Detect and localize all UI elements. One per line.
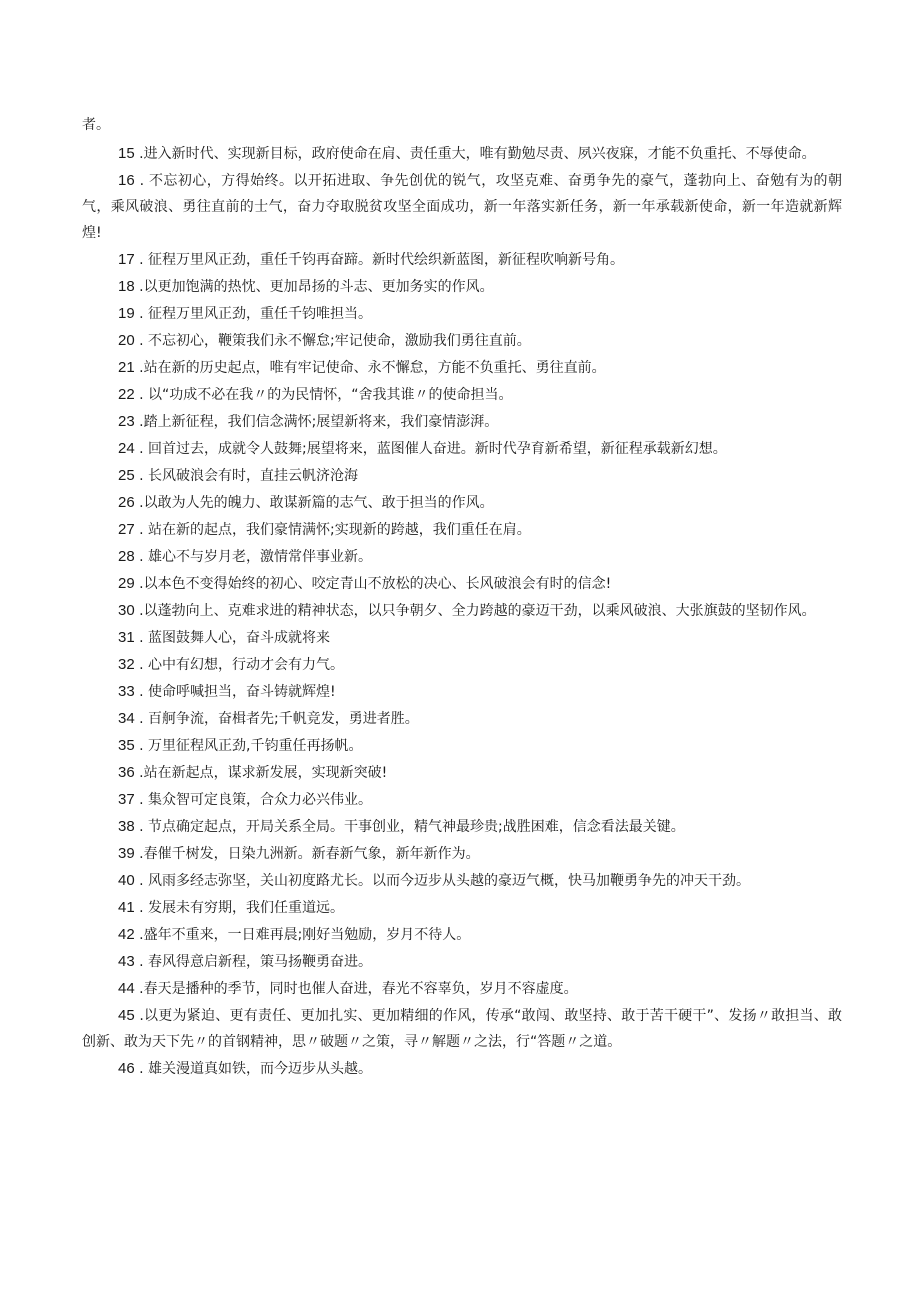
item-text: .以蓬勃向上、克难求进的精神状态，以只争朝夕、全力跨越的豪迈干劲，以乘风破浪、大张旗鼓的坚韧作风。	[139, 603, 816, 619]
item-text: . 蓝图鼓舞人心，奋斗成就将来	[139, 630, 331, 646]
item-text: . 雄关漫道真如铁，而今迈步从头越。	[139, 1061, 373, 1077]
item-number: 28	[118, 548, 135, 565]
item-number: 25	[118, 467, 135, 484]
list-item	[82, 409, 842, 435]
list-item	[82, 760, 842, 786]
list-item	[82, 814, 842, 840]
item-number: 39	[118, 845, 135, 862]
list-item	[82, 168, 842, 246]
list-item	[82, 733, 842, 759]
list-item	[82, 301, 842, 327]
document-body	[82, 112, 842, 1083]
list-item	[82, 463, 842, 489]
list-item	[82, 625, 842, 651]
item-text: .以更加饱满的热忱、更加昂扬的斗志、更加务实的作风。	[139, 279, 494, 295]
list-item	[82, 247, 842, 273]
item-number: 19	[118, 305, 135, 322]
item-text: .以本色不变得始终的初心、咬定青山不放松的决心、长风破浪会有时的信念!	[139, 576, 612, 592]
list-item	[82, 328, 842, 354]
item-number: 22	[118, 386, 135, 403]
item-text: . 以“功成不必在我〃的为民情怀，“舍我其谁〃的使命担当。	[139, 387, 513, 403]
list-item	[82, 868, 842, 894]
item-number: 38	[118, 818, 135, 835]
item-text: .踏上新征程，我们信念满怀;展望新将来，我们豪情澎湃。	[139, 414, 499, 430]
item-number: 20	[118, 332, 135, 349]
item-text: . 发展未有穷期，我们任重道远。	[139, 900, 345, 916]
item-number: 37	[118, 791, 135, 808]
list-item	[82, 571, 842, 597]
list-item	[82, 1003, 842, 1055]
item-number: 26	[118, 494, 135, 511]
list-item	[82, 544, 842, 570]
list-item	[82, 922, 842, 948]
item-text: . 风雨多经志弥坚，关山初度路尤长。以而今迈步从头越的豪迈气概，快马加鞭勇争先的冲天干劲。	[139, 873, 751, 889]
list-item	[82, 490, 842, 516]
list-item	[82, 841, 842, 867]
list-item	[82, 652, 842, 678]
item-number: 33	[118, 683, 135, 700]
item-text: .站在新的历史起点，唯有牢记使命、永不懈怠，方能不负重托、勇往直前。	[139, 360, 606, 376]
item-text: . 节点确定起点，开局关系全局。干事创业，精气神最珍贵;战胜困难，信念看法最关键。	[139, 819, 685, 835]
item-text: . 长风破浪会有时，直挂云帆济沧海	[139, 468, 359, 484]
list-item	[82, 598, 842, 624]
item-text: . 集众智可定良策，合众力必兴伟业。	[139, 792, 373, 808]
numbered-list	[82, 141, 842, 1082]
list-item	[82, 706, 842, 732]
item-number: 42	[118, 926, 135, 943]
list-item	[82, 1056, 842, 1082]
item-number: 27	[118, 521, 135, 538]
item-number: 23	[118, 413, 135, 430]
list-item	[82, 976, 842, 1002]
item-number: 41	[118, 899, 135, 916]
item-text: .以敢为人先的魄力、敢谋新篇的志气、敢于担当的作风。	[139, 495, 494, 511]
item-number: 16	[118, 172, 135, 189]
item-number: 15	[118, 145, 135, 162]
continuation-text: 者。	[82, 117, 110, 133]
item-number: 40	[118, 872, 135, 889]
item-number: 45	[118, 1007, 135, 1024]
list-item	[82, 679, 842, 705]
item-text: .盛年不重来，一日难再晨;刚好当勉励，岁月不待人。	[139, 927, 471, 943]
item-text: . 征程万里风正劲，重任千钧唯担当。	[139, 306, 373, 322]
list-item	[82, 141, 842, 167]
item-text: . 回首过去，成就令人鼓舞;展望将来，蓝图催人奋进。新时代孕育新希望，新征程承载新幻想。	[139, 441, 727, 457]
item-number: 35	[118, 737, 135, 754]
item-text: . 不忘初心，鞭策我们永不懈怠;牢记使命，激励我们勇往直前。	[139, 333, 531, 349]
item-number: 29	[118, 575, 135, 592]
item-number: 31	[118, 629, 135, 646]
item-text: . 春风得意启新程，策马扬鞭勇奋进。	[139, 954, 373, 970]
item-number: 24	[118, 440, 135, 457]
item-text: . 心中有幻想，行动才会有力气。	[139, 657, 345, 673]
list-item	[82, 517, 842, 543]
list-item	[82, 274, 842, 300]
item-number: 34	[118, 710, 135, 727]
item-number: 18	[118, 278, 135, 295]
item-text: . 不忘初心，方得始终。以开拓进取、争先创优的锐气，攻坚克难、奋勇争先的豪气，蓬勃向上、奋勉有为的朝气，乘风破浪、勇往直前的士气，奋力夺取脱贫攻坚全面成功，新一年落实新任务，新一年承载新使命，新一年造就新辉煌!	[82, 173, 842, 241]
item-number: 43	[118, 953, 135, 970]
item-number: 44	[118, 980, 135, 997]
item-text: .春催千树发，日染九洲新。新春新气象，新年新作为。	[139, 846, 480, 862]
list-item	[82, 895, 842, 921]
item-text: . 使命呼喊担当，奋斗铸就辉煌!	[139, 684, 336, 700]
item-text: . 万里征程风正劲,千钧重任再扬帆。	[139, 738, 363, 754]
item-number: 32	[118, 656, 135, 673]
list-item	[82, 949, 842, 975]
item-text: . 征程万里风正劲，重任千钧再奋蹄。新时代绘织新蓝图，新征程吹响新号角。	[139, 252, 625, 268]
item-text: .春天是播种的季节，同时也催人奋进，春光不容辜负，岁月不容虚度。	[139, 981, 578, 997]
item-text: . 百舸争流，奋楫者先;千帆竞发，勇进者胜。	[139, 711, 419, 727]
item-number: 36	[118, 764, 135, 781]
list-item	[82, 787, 842, 813]
item-number: 17	[118, 251, 135, 268]
item-number: 30	[118, 602, 135, 619]
list-item	[82, 355, 842, 381]
item-text: .以更为紧迫、更有责任、更加扎实、更加精细的作风，传承“敢闯、敢坚持、敢于苦干硬干”、发扬〃敢担当、敢创新、敢为天下先〃的首钢精神，思〃破题〃之策，寻〃解题〃之法，行“答题〃之道。	[82, 1008, 843, 1050]
item-number: 21	[118, 359, 135, 376]
item-text: . 站在新的起点，我们豪情满怀;实现新的跨越，我们重任在肩。	[139, 522, 531, 538]
list-item	[82, 436, 842, 462]
list-item	[82, 382, 842, 408]
item-text: .进入新时代、实现新目标，政府使命在肩、责任重大，唯有勤勉尽责、夙兴夜寐，才能不负重托、不辱使命。	[139, 146, 816, 162]
item-number: 46	[118, 1060, 135, 1077]
item-text: . 雄心不与岁月老，激情常伴事业新。	[139, 549, 373, 565]
item-text: .站在新起点，谋求新发展，实现新突破!	[139, 765, 388, 781]
